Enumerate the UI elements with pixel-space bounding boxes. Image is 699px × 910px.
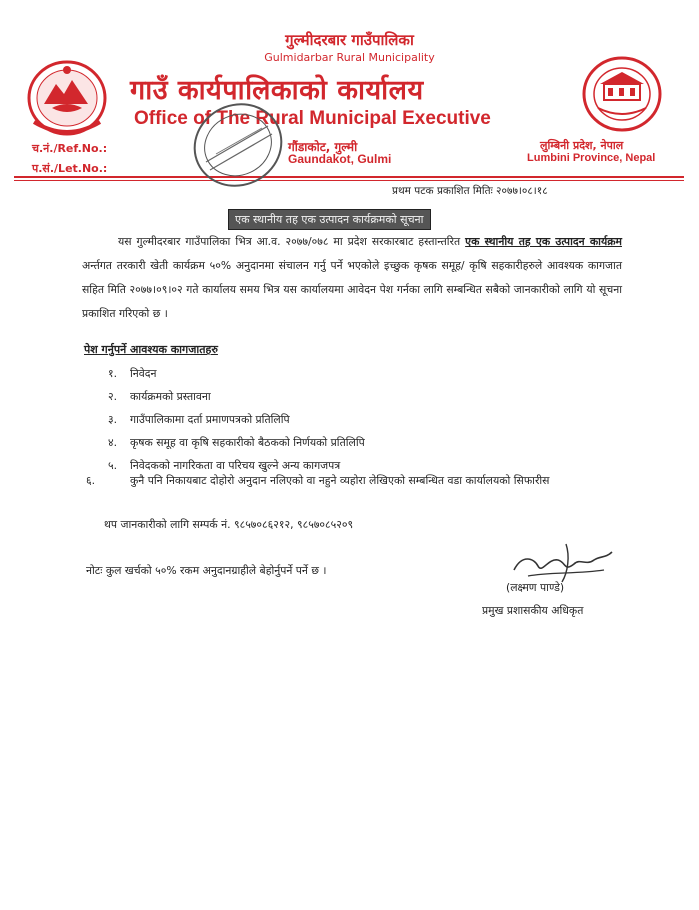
list-item: [108, 409, 628, 431]
program-name: एक स्थानीय तह एक उत्पादन कार्यक्रम: [465, 235, 622, 248]
list-item: [108, 363, 628, 385]
signatory-name: (लक्ष्मण पाण्डे): [506, 581, 565, 594]
office-stamp-icon: [188, 100, 288, 190]
notice-subject: एक स्थानीय तह एक उत्पादन कार्यक्रमको सूचना: [228, 209, 431, 230]
signatory-title: प्रमुख प्रशासकीय अधिकृत: [482, 604, 584, 617]
list-item-number: १.: [108, 367, 118, 380]
header-divider: [14, 176, 684, 178]
location-english: Gaundakot, Gulmi: [288, 152, 392, 166]
paragraph-intro: यस गुल्मीदरबार गाउँपालिका भित्र आ.व. २०७७/०७८ मा प्रदेश सरकारबाट हस्तान्तरित: [118, 235, 461, 248]
list-item-number: २.: [108, 390, 118, 403]
office-title-english: Office of The Rural Municipal Executive: [134, 108, 491, 129]
list-item-number: ५.: [108, 459, 118, 472]
paragraph-rest: अर्न्तगत तरकारी खेती कार्यक्रम ५०% अनुदानमा संचालन गर्नु पर्ने भएकोले इच्छुक कृषक समूह/ कृषि सहकारीहरुले आवश्यक कागजात सहित मिति २०७७।०९।०२ गते कार्यालय समय भित्र यस कार्यालयमा आवेदन पेश गर्नका लागि सम्बन्धित सबैको जानकारीको लागि यो सूचना प्रकाशित गरिएको छ ।: [82, 259, 622, 320]
province-english: Lumbini Province, Nepal: [527, 152, 656, 164]
list-item-number: ३.: [108, 413, 118, 426]
municipality-name-english: Gulmidarbar Rural Municipality: [264, 51, 435, 64]
list-item-text: कुनै पनि निकायबाट दोहोरो अनुदान नलिएको वा नहुने व्यहोरा लेखिएको सम्बन्धित वडा कार्यालयको सिफारीस: [130, 474, 550, 487]
note: नोटः कुल खर्चको ५०% रकम अनुदानग्राहीले बेहोर्नुपर्ने पर्ने छ ।: [86, 564, 327, 577]
list-item-number: ६.: [86, 474, 96, 487]
list-item: [86, 470, 630, 492]
notice-paragraph: [82, 230, 622, 326]
municipality-logo-icon: [580, 54, 664, 134]
ref-no-label: च.नं./Ref.No.:: [32, 142, 108, 155]
requirements-title: पेश गर्नुपर्ने आवश्यक कागजातहरु: [84, 343, 218, 356]
list-item-text: कार्यक्रमको प्रस्तावना: [130, 390, 211, 403]
list-item-text: निवेदकको नागरिकता वा परिचय खुल्ने अन्य कागजपत्र: [130, 459, 341, 472]
contact-numbers: थप जानकारीको लागि सम्पर्क नं. ९८५७०८६२१२, ९८५७०८५२०९: [104, 518, 354, 531]
list-item-text: गाउँपालिकामा दर्ता प्रमाणपत्रको प्रतिलिपि: [130, 413, 290, 426]
nepal-emblem-icon: [22, 56, 112, 140]
location-nepali: गौंडाकोट, गुल्मी: [288, 140, 358, 154]
list-item: [108, 386, 628, 408]
list-item-text: निवेदन: [130, 367, 157, 380]
let-no-label: प.सं./Let.No.:: [32, 162, 108, 175]
header-divider-thin: [14, 180, 684, 181]
list-item-text: कृषक समूह वा कृषि सहकारीको बैठकको निर्णयको प्रतिलिपि: [130, 436, 365, 449]
municipality-name-nepali: गुल्मीदरबार गाउँपालिका: [285, 31, 414, 49]
province-nepali: लुम्बिनी प्रदेश, नेपाल: [540, 139, 624, 152]
list-item: [108, 432, 628, 454]
published-date: प्रथम पटक प्रकाशित मितिः २०७७।०८।१८: [392, 185, 548, 197]
list-item-number: ४.: [108, 436, 118, 449]
office-title-nepali: गाउँ कार्यपालिकाको कार्यालय: [130, 75, 424, 106]
